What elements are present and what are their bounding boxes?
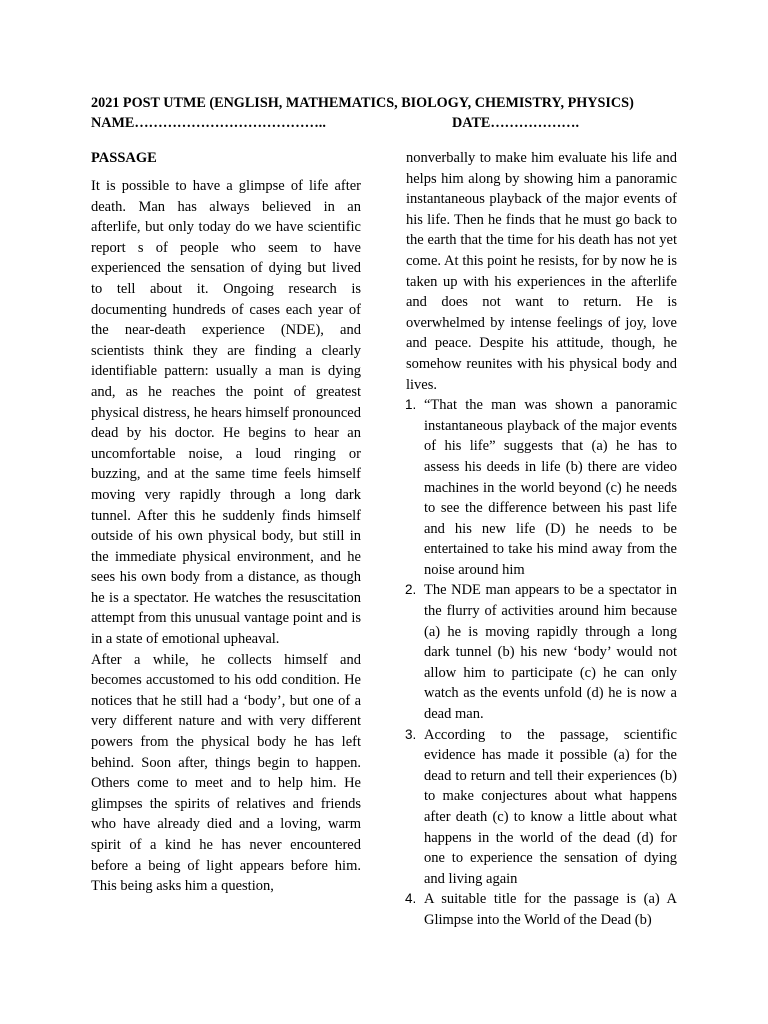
date-field-label: DATE………………. xyxy=(452,115,580,131)
question-number: 2. xyxy=(405,582,417,598)
passage-paragraph-2: After a while, he collects himself and becomes accustomed to his odd condition. He notices that he still had a ‘body’, but one of a very different nature and with very different powers from the physical body he has left behind. Soon after, things begin to happen. Others come to meet and to help him. He glimpses the spirits of relatives and friends who have already died and a loving, warm spirit of a kind he has never encountered before a being of light appears before him. This being asks him a question, xyxy=(91,651,361,895)
question-list xyxy=(406,395,677,930)
question-number: 4. xyxy=(405,891,417,907)
name-field-label: NAME………………………………….. xyxy=(91,115,326,131)
question-item xyxy=(406,889,677,930)
question-text: “That the man was shown a panoramic instantaneous playback of the major events of his life” suggests that (a) he has to assess his deeds in life (b) there are video machines in the world beyond (c) he needs to see the difference between his past life and his new life (D) he needs to be entertained to take his mind away from the noise around him xyxy=(424,397,677,578)
passage-left-column xyxy=(91,176,361,897)
question-item xyxy=(406,725,677,890)
passage-right-column xyxy=(406,148,677,931)
passage-heading: PASSAGE xyxy=(91,150,157,166)
question-text: According to the passage, scientific evidence has made it possible (a) for the dead to return and tell their experiences (b) to make conjectures about what happens after death (c) to know a little about what happens in the world of the dead (d) for one to experience the sensation of dying and living again xyxy=(424,726,677,887)
question-number: 1. xyxy=(405,397,417,413)
question-text: The NDE man appears to be a spectator in the flurry of activities around him because (a) he is moving rapidly through a long dark tunnel (b) his new ‘body’ would not allow him to participate (c) he can only watch as the events unfold (d) he is now a dead man. xyxy=(424,582,677,723)
passage-paragraph-1: It is possible to have a glimpse of life after death. Man has always believed in an afterlife, but only today do we have scientific report s of people who seem to have experienced the sensation of dying but lived to tell about it. Ongoing research is documenting hundreds of cases each year of the near-death experience (NDE), and scientists think they are finding a clearly identifiable pattern: usually a man is dying and, as he reaches the point of greatest physical distress, he hears himself pronounced dead by his doctor. He begins to hear an uncomfortable noise, a loud ringing or buzzing, and at the same time feels himself moving very rapidly through a long dark tunnel. After this he suddenly finds himself outside of his own physical body, but still in the immediate physical environment, and he sees his own body from a distance, as though he is a spectator. He watches the resuscitation attempt from this unusual vantage point and is in a state of emotional upheaval. xyxy=(91,178,361,648)
exam-title: 2021 POST UTME (ENGLISH, MATHEMATICS, BIOLOGY, CHEMISTRY, PHYSICS) xyxy=(91,95,634,111)
question-item xyxy=(406,580,677,724)
question-number: 3. xyxy=(405,726,417,742)
question-item xyxy=(406,395,677,580)
passage-paragraph-2-continued: nonverbally to make him evaluate his life and helps him along by showing him a panoramic instantaneous playback of the major events of his life. Then he finds that he must go back to the earth that the time for his death has not yet come. At this point he resists, for by now he is taken up with his experiences in the afterlife and does not want to return. He is overwhelmed by intense feelings of joy, love and peace. Despite his attitude, though, he somehow reunites with his physical body and lives. xyxy=(406,150,677,393)
name-date-line xyxy=(91,113,580,133)
question-text: A suitable title for the passage is (a) A Glimpse into the World of the Dead (b) xyxy=(424,891,677,928)
